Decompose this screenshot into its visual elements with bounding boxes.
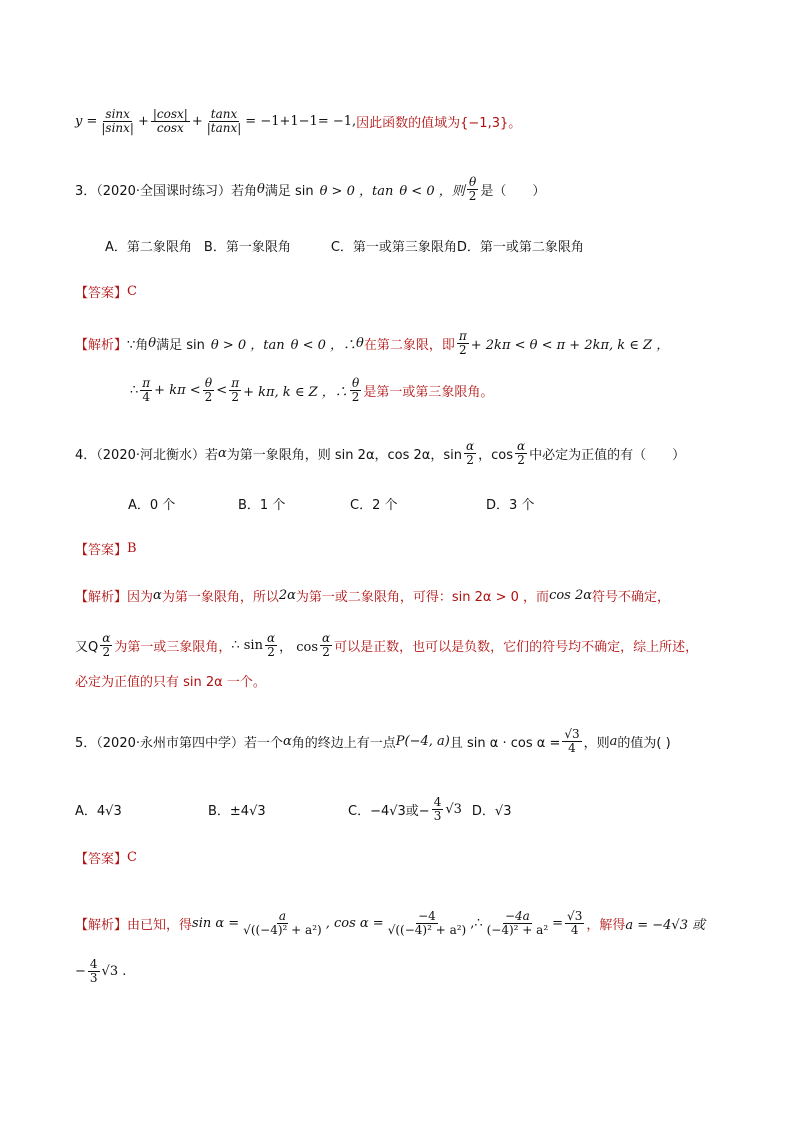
fraction: $\frac{a}{\text{√((−4)² + a²)}}$	[243, 909, 322, 938]
fraction: $\frac{-4}{\text{√((−4)² + a²)}}$	[387, 909, 467, 938]
fraction: $\frac{4}{3}$	[89, 957, 98, 986]
fraction: $\frac{\pi}{2}$	[458, 329, 467, 358]
question-3-options	[105, 236, 584, 255]
prev-answer-line: y = $\frac{\sin x}{|\sin x|}$ + $\frac{|\cos x|}{\cos x}$ + $\frac{\tan x}{|\tan x|}$ = −1+1−1= −1, 因此函数的值域为{−1,3}。	[75, 107, 522, 136]
fraction: $\frac{\alpha}{2}$	[266, 631, 276, 660]
question-4-analysis-1: 【解析】 因为 α 为第一象限角，所以 2α 为第一或二象限角，可得：sin 2α > 0 ，而 cos 2α 符号不确定，	[75, 588, 671, 605]
fraction: $\frac{\theta}{2}$	[468, 175, 477, 204]
option-c: C．2 个	[350, 498, 398, 513]
question-5-analysis-1: 【解析】 由已知，得 sin α = $\frac{a}{\text{√((−4)² + a²)}}$ , cos α = $\frac{-4}{\text{√((−4)² + a²)}}$ ,∴ $\frac{-4a}{\text{(−4)² + a²}}$ = $\frac{√3}{4}$ ，解得 a = −4√3 或	[75, 909, 706, 938]
fraction: $\frac{√3}{4}$	[564, 727, 580, 756]
question-5-answer: 【答案】 C	[75, 850, 137, 867]
question-3-analysis-1: 【解析】 ∵角 θ 满足 sin θ > 0 ，tan θ < 0 ，∴ θ 在第二象限，即 $\frac{\pi}{2}$ + 2kπ < θ < π + 2kπ, k ∈ Z ，	[75, 329, 670, 358]
option-b: B．±4√3	[208, 804, 266, 820]
fraction: $\frac{\pi}{2}$	[231, 376, 240, 405]
option-d: D．√3	[471, 804, 512, 820]
question-4-analysis-3: 必定为正值的只有 sin 2α 一个。	[75, 675, 266, 690]
option-a: A．第二象限角	[105, 240, 192, 255]
question-4-analysis-2: 又Q $\frac{\alpha}{2}$ 为第一或三象限角， ∴ sin $\frac{\alpha}{2}$ ， cos $\frac{\alpha}{2}$ 可以是正数，也可以是负数，它们的符号均不确定，综上所述，	[75, 631, 699, 660]
option-b: B．1 个	[238, 498, 286, 513]
question-4-stem: 4．（2020·河北衡水）若 α 为第一象限角，则 sin 2α，cos 2α，sin $\frac{\alpha}{2}$ ，cos $\frac{\alpha}{2}$ 中必定为正值的有（ ）	[75, 439, 686, 468]
fraction: $\frac{√3}{4}$	[567, 909, 583, 938]
fraction: $\frac{\theta}{2}$	[204, 376, 213, 405]
fraction: $\frac{\alpha}{2}$	[322, 631, 331, 660]
fraction: $\frac{\sin x}{|\sin x|}$	[101, 107, 134, 136]
question-5-stem: 5．（2020·永州市第四中学）若一个 α 角的终边上有一点 P(−4, a) 且 sin α · cos α = $\frac{√3}{4}$ ，则 a 的值为( )	[75, 727, 671, 756]
question-4-options	[128, 494, 534, 513]
option-a: A．4√3	[75, 804, 122, 820]
fraction: $\frac{-4a}{\text{(−4)² + a²}}$	[486, 909, 549, 938]
fraction: $\frac{\alpha}{2}$	[516, 439, 526, 468]
option-b: B．第一象限角	[203, 240, 291, 255]
option-c: C．−4√3或−	[348, 804, 430, 820]
option-d: D．3 个	[486, 498, 535, 513]
fraction: $\frac{\theta}{2}$	[351, 376, 360, 405]
question-3-answer: 【答案】 C	[75, 284, 137, 301]
question-4-answer: 【答案】 B	[75, 541, 137, 558]
question-5-analysis-2: − $\frac{4}{3}$ √3 .	[75, 957, 127, 986]
fraction: $\frac{\alpha}{2}$	[102, 631, 111, 660]
question-3-analysis-2: ∴ $\frac{\pi}{4}$ + kπ < $\frac{\theta}{2}$ < $\frac{\pi}{2}$ + kπ, k ∈ Z ，∴ $\frac{\theta}{2}$ 是第一或第三象限角。	[130, 376, 494, 405]
fraction: $\frac{\alpha}{2}$	[465, 439, 475, 468]
question-3-stem: 3．（2020·全国课时练习）若角 θ 满足 sin θ > 0 ，tan θ < 0 ，则 $\frac{\theta}{2}$ 是（ ）	[75, 175, 546, 204]
option-c: C．第一或第三象限角	[330, 240, 457, 255]
fraction: $\frac{\pi}{4}$	[142, 376, 151, 405]
fraction: $\frac{|\cos x|}{\cos x}$	[152, 107, 188, 136]
fraction: $\frac{4}{3}$	[433, 795, 442, 824]
fraction: $\frac{\tan x}{|\tan x|}$	[206, 107, 242, 136]
option-d: D．第一或第二象限角	[456, 240, 584, 255]
option-a: A．0 个	[128, 498, 176, 513]
question-5-options: A．4√3 B．±4√3 C．−4√3或− $\frac{4}{3}$ √3 D．√3	[75, 795, 512, 824]
